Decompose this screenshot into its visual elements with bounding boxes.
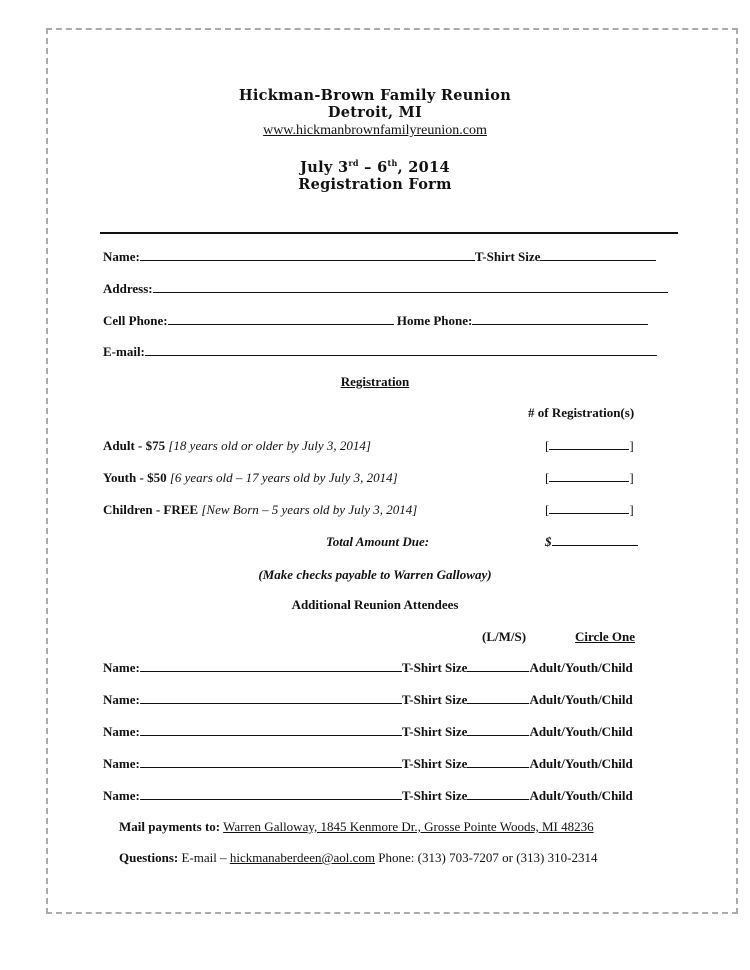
name-label: Name: <box>103 249 140 264</box>
adult-row <box>103 438 371 454</box>
youth-row <box>103 470 398 486</box>
count-header: # of Registration(s) <box>528 405 635 420</box>
phone-numbers: Phone: (313) 703-7207 or (313) 310-2314 <box>375 850 598 865</box>
tshirt-label: T-Shirt Size <box>401 724 468 739</box>
item-note: [6 years old – 17 years old by July 3, 2014] <box>169 470 398 485</box>
address-label: Address: <box>103 281 153 296</box>
item-note: [18 years old or older by July 3, 2014] <box>168 438 371 453</box>
checks-note: (Make checks payable to Warren Galloway) <box>258 567 492 582</box>
tshirt-label: T-Shirt Size <box>401 660 468 675</box>
item-label: Youth - $50 <box>103 470 167 485</box>
attendee-row[interactable] <box>103 660 633 676</box>
circle-header: Circle One <box>575 629 636 644</box>
age-options[interactable]: Adult/Youth/Child <box>529 756 633 771</box>
adult-count-field[interactable]: [ ] <box>545 438 634 453</box>
age-options[interactable]: Adult/Youth/Child <box>529 660 633 675</box>
attendee-row[interactable] <box>103 756 633 772</box>
children-count-field[interactable]: [ ] <box>545 502 634 517</box>
mail-payments <box>119 819 594 835</box>
age-options[interactable]: Adult/Youth/Child <box>529 692 633 707</box>
attendee-row[interactable] <box>103 724 633 740</box>
attendees-heading: Additional Reunion Attendees <box>291 597 459 612</box>
item-label: Children - FREE <box>103 502 199 517</box>
name-label: Name: <box>103 692 140 707</box>
size-header: (L/M/S) <box>482 629 527 644</box>
questions: Questions: E-mail – hickmanaberdeen@aol.com Phone: (313) 703-7207 or (313) 310-2314 <box>119 850 598 865</box>
dates-sup: rd <box>348 158 359 168</box>
address-field[interactable] <box>103 281 668 297</box>
dates-sup: th <box>387 158 398 168</box>
divider <box>100 232 678 234</box>
mail-address: Warren Galloway, 1845 Kenmore Dr., Grosse Pointe Woods, MI 48236 <box>223 819 594 834</box>
item-label: Adult - $75 <box>103 438 166 453</box>
age-options[interactable]: Adult/Youth/Child <box>529 788 633 803</box>
youth-count-field[interactable]: [ ] <box>545 470 634 485</box>
name-label: Name: <box>103 724 140 739</box>
event-dates <box>0 158 750 176</box>
attendee-row[interactable] <box>103 692 633 708</box>
dates-year: , 2014 <box>397 158 450 176</box>
form-title: Registration Form <box>298 176 452 193</box>
name-label: Name: <box>103 660 140 675</box>
children-row <box>103 502 417 518</box>
tshirt-label: T-Shirt Size <box>401 788 468 803</box>
dates-end: – 6 <box>358 158 388 176</box>
tshirt-label: T-Shirt Size <box>474 249 541 264</box>
total-label: Total Amount Due: <box>326 534 430 549</box>
name-label: Name: <box>103 788 140 803</box>
email-link[interactable]: hickmanaberdeen@aol.com <box>229 850 376 865</box>
dates-start: July 3 <box>300 158 349 176</box>
item-note: [New Born – 5 years old by July 3, 2014] <box>201 502 418 517</box>
mail-label: Mail payments to: <box>119 819 221 834</box>
tshirt-label: T-Shirt Size <box>401 692 468 707</box>
website-link[interactable]: www.hickmanbrownfamilyreunion.com <box>263 123 487 138</box>
home-label: Home Phone: <box>396 313 473 328</box>
email-label: E-mail: <box>103 344 145 359</box>
name-label: Name: <box>103 756 140 771</box>
reunion-title: Hickman-Brown Family Reunion <box>238 87 512 104</box>
cell-label: Cell Phone: <box>103 313 168 328</box>
tshirt-label: T-Shirt Size <box>401 756 468 771</box>
phone-fields[interactable] <box>103 313 648 329</box>
total-field[interactable]: $ <box>545 534 638 550</box>
location: Detroit, MI <box>327 104 423 121</box>
age-options[interactable]: Adult/Youth/Child <box>529 724 633 739</box>
questions-label: Questions: <box>119 850 179 865</box>
email-field[interactable] <box>103 344 657 360</box>
registration-heading: Registration <box>340 374 410 389</box>
attendee-row[interactable] <box>103 788 633 804</box>
name-field[interactable] <box>103 249 656 265</box>
